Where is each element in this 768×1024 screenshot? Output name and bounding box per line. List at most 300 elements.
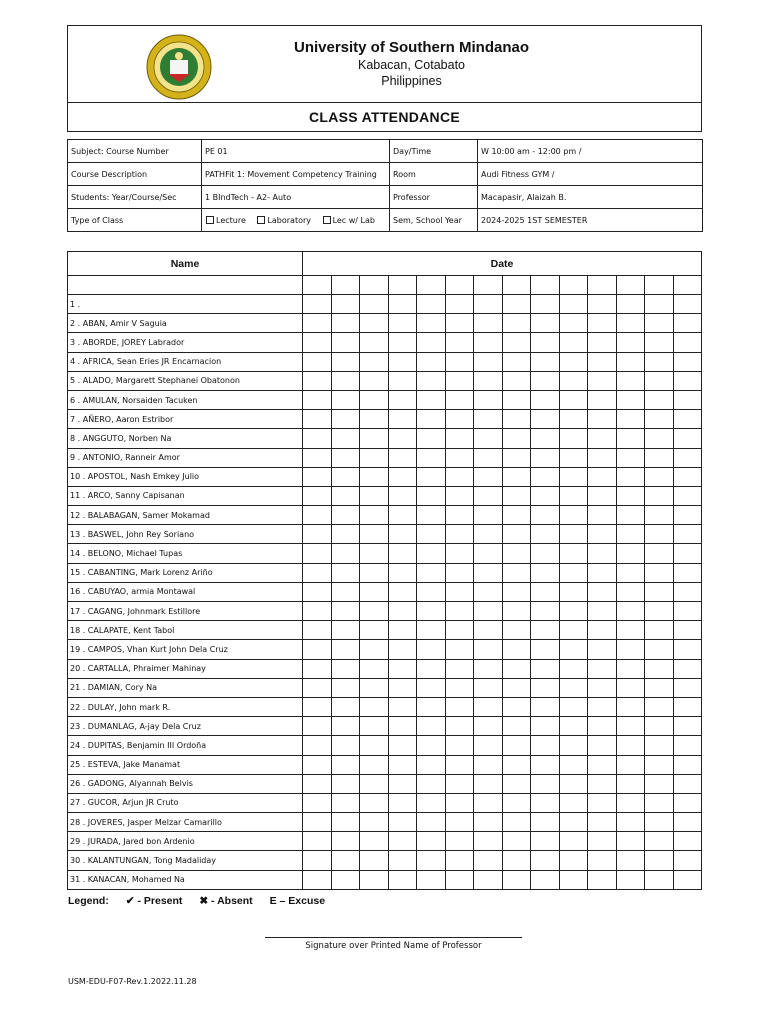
laboratory-option[interactable] <box>256 216 311 225</box>
attendance-cell[interactable] <box>331 410 360 429</box>
attendance-cell[interactable] <box>331 678 360 697</box>
attendance-cell[interactable] <box>588 506 617 525</box>
attendance-cell[interactable] <box>502 736 531 755</box>
attendance-cell[interactable] <box>445 525 474 544</box>
attendance-cell[interactable] <box>673 755 702 774</box>
attendance-cell[interactable] <box>360 813 389 832</box>
attendance-cell[interactable] <box>417 371 446 390</box>
attendance-cell[interactable] <box>331 352 360 371</box>
attendance-cell[interactable] <box>331 467 360 486</box>
attendance-cell[interactable] <box>531 640 560 659</box>
attendance-cell[interactable] <box>474 621 503 640</box>
attendance-cell[interactable] <box>360 563 389 582</box>
attendance-cell[interactable] <box>360 793 389 812</box>
attendance-cell[interactable] <box>559 486 588 505</box>
attendance-cell[interactable] <box>474 276 503 295</box>
attendance-cell[interactable] <box>474 410 503 429</box>
attendance-cell[interactable] <box>445 410 474 429</box>
attendance-cell[interactable] <box>645 525 674 544</box>
attendance-cell[interactable] <box>360 544 389 563</box>
attendance-cell[interactable] <box>645 582 674 601</box>
attendance-cell[interactable] <box>331 717 360 736</box>
attendance-cell[interactable] <box>559 352 588 371</box>
attendance-cell[interactable] <box>645 774 674 793</box>
attendance-cell[interactable] <box>303 467 332 486</box>
attendance-cell[interactable] <box>645 467 674 486</box>
attendance-cell[interactable] <box>388 429 417 448</box>
attendance-cell[interactable] <box>559 582 588 601</box>
attendance-cell[interactable] <box>645 352 674 371</box>
attendance-cell[interactable] <box>303 870 332 889</box>
attendance-cell[interactable] <box>445 697 474 716</box>
attendance-cell[interactable] <box>388 486 417 505</box>
attendance-cell[interactable] <box>445 851 474 870</box>
attendance-cell[interactable] <box>502 582 531 601</box>
attendance-cell[interactable] <box>588 352 617 371</box>
attendance-cell[interactable] <box>673 621 702 640</box>
attendance-cell[interactable] <box>588 544 617 563</box>
attendance-cell[interactable] <box>445 755 474 774</box>
attendance-cell[interactable] <box>673 736 702 755</box>
attendance-cell[interactable] <box>531 851 560 870</box>
attendance-cell[interactable] <box>417 697 446 716</box>
attendance-cell[interactable] <box>303 678 332 697</box>
attendance-cell[interactable] <box>559 659 588 678</box>
attendance-cell[interactable] <box>303 429 332 448</box>
attendance-cell[interactable] <box>388 678 417 697</box>
attendance-cell[interactable] <box>331 755 360 774</box>
attendance-cell[interactable] <box>360 736 389 755</box>
attendance-cell[interactable] <box>388 851 417 870</box>
attendance-cell[interactable] <box>502 448 531 467</box>
attendance-cell[interactable] <box>645 486 674 505</box>
attendance-cell[interactable] <box>531 659 560 678</box>
attendance-cell[interactable] <box>303 352 332 371</box>
attendance-cell[interactable] <box>616 525 645 544</box>
attendance-cell[interactable] <box>417 659 446 678</box>
attendance-cell[interactable] <box>673 640 702 659</box>
attendance-cell[interactable] <box>303 295 332 314</box>
attendance-cell[interactable] <box>531 295 560 314</box>
attendance-cell[interactable] <box>360 448 389 467</box>
attendance-cell[interactable] <box>559 448 588 467</box>
attendance-cell[interactable] <box>474 774 503 793</box>
attendance-cell[interactable] <box>331 276 360 295</box>
attendance-cell[interactable] <box>474 506 503 525</box>
attendance-cell[interactable] <box>673 582 702 601</box>
attendance-cell[interactable] <box>645 621 674 640</box>
attendance-cell[interactable] <box>474 525 503 544</box>
lec-lab-option[interactable] <box>322 216 375 225</box>
attendance-cell[interactable] <box>531 870 560 889</box>
attendance-cell[interactable] <box>531 486 560 505</box>
attendance-cell[interactable] <box>388 525 417 544</box>
attendance-cell[interactable] <box>331 774 360 793</box>
attendance-cell[interactable] <box>559 544 588 563</box>
attendance-cell[interactable] <box>502 851 531 870</box>
attendance-cell[interactable] <box>559 678 588 697</box>
attendance-cell[interactable] <box>331 371 360 390</box>
attendance-cell[interactable] <box>502 390 531 409</box>
attendance-cell[interactable] <box>645 276 674 295</box>
attendance-cell[interactable] <box>417 851 446 870</box>
attendance-cell[interactable] <box>360 774 389 793</box>
attendance-cell[interactable] <box>303 276 332 295</box>
attendance-cell[interactable] <box>673 371 702 390</box>
attendance-cell[interactable] <box>502 371 531 390</box>
attendance-cell[interactable] <box>588 563 617 582</box>
attendance-cell[interactable] <box>331 582 360 601</box>
attendance-cell[interactable] <box>417 390 446 409</box>
attendance-cell[interactable] <box>559 851 588 870</box>
attendance-cell[interactable] <box>445 717 474 736</box>
attendance-cell[interactable] <box>388 314 417 333</box>
attendance-cell[interactable] <box>673 390 702 409</box>
attendance-cell[interactable] <box>303 314 332 333</box>
attendance-cell[interactable] <box>616 755 645 774</box>
attendance-cell[interactable] <box>616 410 645 429</box>
attendance-cell[interactable] <box>559 390 588 409</box>
attendance-cell[interactable] <box>388 870 417 889</box>
attendance-cell[interactable] <box>360 486 389 505</box>
attendance-cell[interactable] <box>588 851 617 870</box>
attendance-cell[interactable] <box>616 851 645 870</box>
attendance-cell[interactable] <box>502 832 531 851</box>
attendance-cell[interactable] <box>502 544 531 563</box>
attendance-cell[interactable] <box>474 659 503 678</box>
attendance-cell[interactable] <box>673 697 702 716</box>
attendance-cell[interactable] <box>445 314 474 333</box>
attendance-cell[interactable] <box>417 429 446 448</box>
attendance-cell[interactable] <box>445 774 474 793</box>
attendance-cell[interactable] <box>588 774 617 793</box>
attendance-cell[interactable] <box>445 813 474 832</box>
attendance-cell[interactable] <box>445 793 474 812</box>
attendance-cell[interactable] <box>559 736 588 755</box>
attendance-cell[interactable] <box>417 563 446 582</box>
attendance-cell[interactable] <box>303 736 332 755</box>
attendance-cell[interactable] <box>616 276 645 295</box>
attendance-cell[interactable] <box>673 448 702 467</box>
attendance-cell[interactable] <box>303 774 332 793</box>
attendance-cell[interactable] <box>417 333 446 352</box>
attendance-cell[interactable] <box>645 429 674 448</box>
attendance-cell[interactable] <box>559 793 588 812</box>
attendance-cell[interactable] <box>645 697 674 716</box>
attendance-cell[interactable] <box>331 621 360 640</box>
attendance-cell[interactable] <box>645 333 674 352</box>
attendance-cell[interactable] <box>531 717 560 736</box>
attendance-cell[interactable] <box>559 525 588 544</box>
attendance-cell[interactable] <box>303 563 332 582</box>
attendance-cell[interactable] <box>303 544 332 563</box>
attendance-cell[interactable] <box>502 640 531 659</box>
attendance-cell[interactable] <box>303 851 332 870</box>
laboratory-checkbox[interactable] <box>257 216 265 224</box>
attendance-cell[interactable] <box>616 659 645 678</box>
attendance-cell[interactable] <box>303 333 332 352</box>
attendance-cell[interactable] <box>417 832 446 851</box>
lec-lab-checkbox[interactable] <box>323 216 331 224</box>
attendance-cell[interactable] <box>445 832 474 851</box>
attendance-cell[interactable] <box>388 621 417 640</box>
attendance-cell[interactable] <box>474 295 503 314</box>
attendance-cell[interactable] <box>445 429 474 448</box>
attendance-cell[interactable] <box>360 697 389 716</box>
attendance-cell[interactable] <box>616 870 645 889</box>
attendance-cell[interactable] <box>445 640 474 659</box>
attendance-cell[interactable] <box>445 506 474 525</box>
attendance-cell[interactable] <box>502 429 531 448</box>
attendance-cell[interactable] <box>388 276 417 295</box>
attendance-cell[interactable] <box>474 314 503 333</box>
attendance-cell[interactable] <box>331 813 360 832</box>
attendance-cell[interactable] <box>417 717 446 736</box>
attendance-cell[interactable] <box>388 371 417 390</box>
attendance-cell[interactable] <box>673 870 702 889</box>
attendance-cell[interactable] <box>502 678 531 697</box>
attendance-cell[interactable] <box>360 640 389 659</box>
attendance-cell[interactable] <box>417 602 446 621</box>
attendance-cell[interactable] <box>388 774 417 793</box>
attendance-cell[interactable] <box>616 544 645 563</box>
attendance-cell[interactable] <box>559 774 588 793</box>
attendance-cell[interactable] <box>303 755 332 774</box>
attendance-cell[interactable] <box>303 525 332 544</box>
attendance-cell[interactable] <box>360 314 389 333</box>
attendance-cell[interactable] <box>474 486 503 505</box>
attendance-cell[interactable] <box>417 621 446 640</box>
attendance-cell[interactable] <box>502 659 531 678</box>
attendance-cell[interactable] <box>445 678 474 697</box>
attendance-cell[interactable] <box>331 486 360 505</box>
attendance-cell[interactable] <box>502 621 531 640</box>
attendance-cell[interactable] <box>645 736 674 755</box>
attendance-cell[interactable] <box>616 774 645 793</box>
attendance-cell[interactable] <box>331 525 360 544</box>
attendance-cell[interactable] <box>417 774 446 793</box>
attendance-cell[interactable] <box>559 602 588 621</box>
attendance-cell[interactable] <box>616 582 645 601</box>
attendance-cell[interactable] <box>388 832 417 851</box>
attendance-cell[interactable] <box>645 717 674 736</box>
attendance-cell[interactable] <box>645 755 674 774</box>
attendance-cell[interactable] <box>474 602 503 621</box>
attendance-cell[interactable] <box>559 813 588 832</box>
attendance-cell[interactable] <box>360 467 389 486</box>
attendance-cell[interactable] <box>616 793 645 812</box>
attendance-cell[interactable] <box>474 755 503 774</box>
attendance-cell[interactable] <box>360 352 389 371</box>
attendance-cell[interactable] <box>616 314 645 333</box>
attendance-cell[interactable] <box>645 371 674 390</box>
attendance-cell[interactable] <box>559 467 588 486</box>
attendance-cell[interactable] <box>502 506 531 525</box>
attendance-cell[interactable] <box>531 352 560 371</box>
attendance-cell[interactable] <box>645 678 674 697</box>
attendance-cell[interactable] <box>616 506 645 525</box>
attendance-cell[interactable] <box>502 352 531 371</box>
attendance-cell[interactable] <box>588 467 617 486</box>
attendance-cell[interactable] <box>303 813 332 832</box>
attendance-cell[interactable] <box>474 582 503 601</box>
attendance-cell[interactable] <box>616 448 645 467</box>
attendance-cell[interactable] <box>417 448 446 467</box>
attendance-cell[interactable] <box>502 525 531 544</box>
attendance-cell[interactable] <box>445 621 474 640</box>
attendance-cell[interactable] <box>417 467 446 486</box>
attendance-cell[interactable] <box>388 448 417 467</box>
attendance-cell[interactable] <box>588 659 617 678</box>
attendance-cell[interactable] <box>559 333 588 352</box>
attendance-cell[interactable] <box>445 448 474 467</box>
attendance-cell[interactable] <box>616 832 645 851</box>
attendance-cell[interactable] <box>445 602 474 621</box>
attendance-cell[interactable] <box>474 697 503 716</box>
attendance-cell[interactable] <box>531 525 560 544</box>
attendance-cell[interactable] <box>645 506 674 525</box>
attendance-cell[interactable] <box>531 333 560 352</box>
attendance-cell[interactable] <box>588 525 617 544</box>
attendance-cell[interactable] <box>645 563 674 582</box>
attendance-cell[interactable] <box>673 851 702 870</box>
attendance-cell[interactable] <box>474 467 503 486</box>
attendance-cell[interactable] <box>331 563 360 582</box>
attendance-cell[interactable] <box>616 352 645 371</box>
attendance-cell[interactable] <box>531 813 560 832</box>
attendance-cell[interactable] <box>303 410 332 429</box>
attendance-cell[interactable] <box>331 870 360 889</box>
attendance-cell[interactable] <box>645 314 674 333</box>
attendance-cell[interactable] <box>474 717 503 736</box>
attendance-cell[interactable] <box>445 390 474 409</box>
attendance-cell[interactable] <box>417 314 446 333</box>
attendance-cell[interactable] <box>360 429 389 448</box>
attendance-cell[interactable] <box>388 640 417 659</box>
attendance-cell[interactable] <box>360 755 389 774</box>
attendance-cell[interactable] <box>303 640 332 659</box>
attendance-cell[interactable] <box>502 697 531 716</box>
attendance-cell[interactable] <box>531 390 560 409</box>
attendance-cell[interactable] <box>502 774 531 793</box>
attendance-cell[interactable] <box>388 813 417 832</box>
attendance-cell[interactable] <box>388 582 417 601</box>
attendance-cell[interactable] <box>474 448 503 467</box>
attendance-cell[interactable] <box>673 295 702 314</box>
attendance-cell[interactable] <box>331 602 360 621</box>
attendance-cell[interactable] <box>645 813 674 832</box>
attendance-cell[interactable] <box>531 793 560 812</box>
attendance-cell[interactable] <box>445 333 474 352</box>
attendance-cell[interactable] <box>360 276 389 295</box>
attendance-cell[interactable] <box>303 486 332 505</box>
attendance-cell[interactable] <box>588 621 617 640</box>
attendance-cell[interactable] <box>616 295 645 314</box>
attendance-cell[interactable] <box>616 813 645 832</box>
attendance-cell[interactable] <box>588 429 617 448</box>
attendance-cell[interactable] <box>502 333 531 352</box>
attendance-cell[interactable] <box>588 602 617 621</box>
attendance-cell[interactable] <box>388 697 417 716</box>
attendance-cell[interactable] <box>331 544 360 563</box>
attendance-cell[interactable] <box>303 582 332 601</box>
lecture-checkbox[interactable] <box>206 216 214 224</box>
attendance-cell[interactable] <box>559 506 588 525</box>
attendance-cell[interactable] <box>616 678 645 697</box>
attendance-cell[interactable] <box>673 544 702 563</box>
attendance-cell[interactable] <box>474 640 503 659</box>
attendance-cell[interactable] <box>331 506 360 525</box>
attendance-cell[interactable] <box>360 295 389 314</box>
attendance-cell[interactable] <box>673 678 702 697</box>
attendance-cell[interactable] <box>360 410 389 429</box>
attendance-cell[interactable] <box>588 736 617 755</box>
attendance-cell[interactable] <box>474 333 503 352</box>
attendance-cell[interactable] <box>445 659 474 678</box>
attendance-cell[interactable] <box>388 295 417 314</box>
attendance-cell[interactable] <box>303 659 332 678</box>
attendance-cell[interactable] <box>388 563 417 582</box>
attendance-cell[interactable] <box>645 295 674 314</box>
attendance-cell[interactable] <box>303 371 332 390</box>
attendance-cell[interactable] <box>417 870 446 889</box>
attendance-cell[interactable] <box>445 544 474 563</box>
attendance-cell[interactable] <box>303 506 332 525</box>
attendance-cell[interactable] <box>673 486 702 505</box>
attendance-cell[interactable] <box>474 544 503 563</box>
attendance-cell[interactable] <box>502 563 531 582</box>
attendance-cell[interactable] <box>417 295 446 314</box>
attendance-cell[interactable] <box>559 429 588 448</box>
attendance-cell[interactable] <box>417 525 446 544</box>
attendance-cell[interactable] <box>474 352 503 371</box>
attendance-cell[interactable] <box>388 390 417 409</box>
attendance-cell[interactable] <box>388 793 417 812</box>
attendance-cell[interactable] <box>445 371 474 390</box>
attendance-cell[interactable] <box>474 429 503 448</box>
attendance-cell[interactable] <box>645 851 674 870</box>
attendance-cell[interactable] <box>502 486 531 505</box>
attendance-cell[interactable] <box>360 678 389 697</box>
attendance-cell[interactable] <box>474 390 503 409</box>
attendance-cell[interactable] <box>388 659 417 678</box>
attendance-cell[interactable] <box>673 276 702 295</box>
attendance-cell[interactable] <box>616 736 645 755</box>
attendance-cell[interactable] <box>360 832 389 851</box>
attendance-cell[interactable] <box>417 736 446 755</box>
attendance-cell[interactable] <box>303 697 332 716</box>
attendance-cell[interactable] <box>645 870 674 889</box>
attendance-cell[interactable] <box>673 813 702 832</box>
attendance-cell[interactable] <box>474 832 503 851</box>
attendance-cell[interactable] <box>417 640 446 659</box>
attendance-cell[interactable] <box>303 448 332 467</box>
attendance-cell[interactable] <box>502 755 531 774</box>
attendance-cell[interactable] <box>474 678 503 697</box>
attendance-cell[interactable] <box>673 525 702 544</box>
attendance-cell[interactable] <box>588 870 617 889</box>
attendance-cell[interactable] <box>474 563 503 582</box>
attendance-cell[interactable] <box>417 582 446 601</box>
attendance-cell[interactable] <box>417 755 446 774</box>
attendance-cell[interactable] <box>331 448 360 467</box>
attendance-cell[interactable] <box>331 851 360 870</box>
lecture-option[interactable] <box>205 216 246 225</box>
attendance-cell[interactable] <box>331 832 360 851</box>
attendance-cell[interactable] <box>645 602 674 621</box>
attendance-cell[interactable] <box>645 448 674 467</box>
attendance-cell[interactable] <box>588 410 617 429</box>
